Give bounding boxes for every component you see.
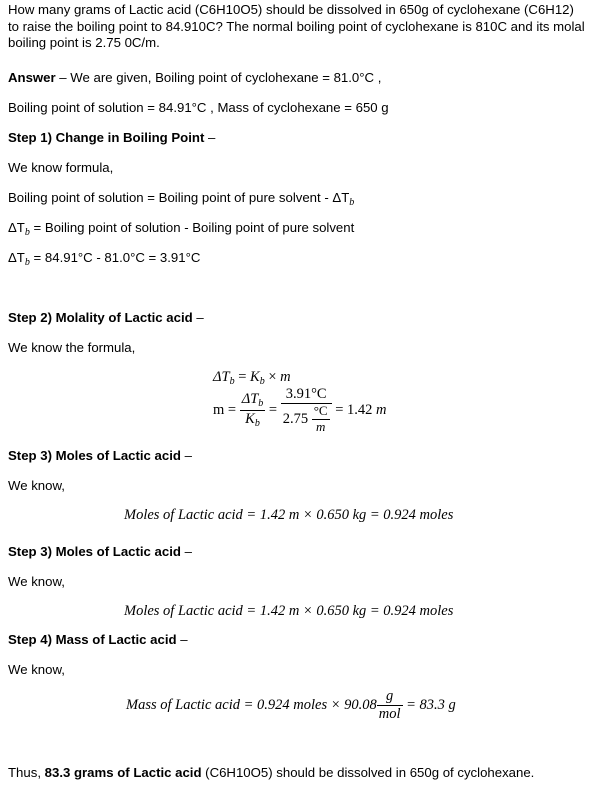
step1-intro: We know formula, — [8, 160, 114, 175]
conclusion: Thus, 83.3 grams of Lactic acid (C6H10O5) should be dissolved in 650g of cyclohexane. — [8, 765, 535, 780]
step1-formula-1: Boiling point of solution = Boiling point of pure solvent - $\Delta T_b$ — [8, 190, 355, 208]
moles-equation-repeat: Moles of Lactic acid = 1.42 m × 0.650 kg = 0.924 moles — [124, 603, 454, 619]
molality-equation-1: $\Delta T_b = K_b \times m$ — [213, 369, 291, 387]
step1-heading: Step 1) Change in Boiling Point – — [8, 130, 216, 145]
step3-repeat-heading: Step 3) Moles of Lactic acid – — [8, 544, 192, 559]
step4-intro: We know, — [8, 662, 65, 677]
fraction-g-per-mol: $\frac{g}{\text{mol}}$ — [378, 688, 401, 722]
fraction-delta-t-over-kb: $\frac{\Delta T_b}{K_b}$ — [241, 391, 264, 429]
molality-equation-2: m = $\frac{\Delta T_b}{K_b}$ = 3.91°C 2.75 $\frac{^\circ C}{m}$ = 1.42 m — [213, 386, 387, 434]
question-text: How many grams of Lactic acid (C6H10O5) should be dissolved in 650g of cyclohexane (C6H12) to raise the boiling point to 84.910C? The normal boiling point of cyclohexane is 810C and its molal boiling point is 2.75 0C/m. — [8, 2, 585, 50]
answer-label: Answer — [8, 70, 56, 85]
step3-heading: Step 3) Moles of Lactic acid – — [8, 448, 192, 463]
step3-intro: We know, — [8, 478, 65, 493]
step3-repeat-intro: We know, — [8, 574, 65, 589]
answer-line-1 — [8, 70, 381, 87]
step2-heading: Step 2) Molality of Lactic acid – — [8, 310, 204, 325]
step1-calculation: $\Delta T_b = 84.91^\circ C - 81.0^\circ C = 3.91^\circ C$ — [8, 250, 201, 268]
answer-line-2: Boiling point of solution = 84.91°C , Mass of cyclohexane = 650 g — [8, 100, 389, 115]
mass-equation: Mass of Lactic acid = 0.924 moles × 90.08 $\frac{g}{\text{mol}}$ = 83.3 g — [126, 688, 456, 722]
given-text-1: – We are given, Boiling point of cyclohexane = 81.0°C , — [55, 70, 382, 85]
fraction-values: 3.91°C 2.75 $\frac{^\circ C}{m}$ — [281, 386, 332, 435]
moles-equation: Moles of Lactic acid = 1.42 m × 0.650 kg = 0.924 moles — [124, 507, 454, 523]
step4-heading: Step 4) Mass of Lactic acid – — [8, 632, 188, 647]
step2-intro: We know the formula, — [8, 340, 136, 355]
step1-formula-2: $\Delta T_b$ = Boiling point of solution - Boiling point of pure solvent — [8, 220, 355, 238]
fraction-unit: $\frac{^\circ C}{m}$ — [313, 402, 328, 434]
